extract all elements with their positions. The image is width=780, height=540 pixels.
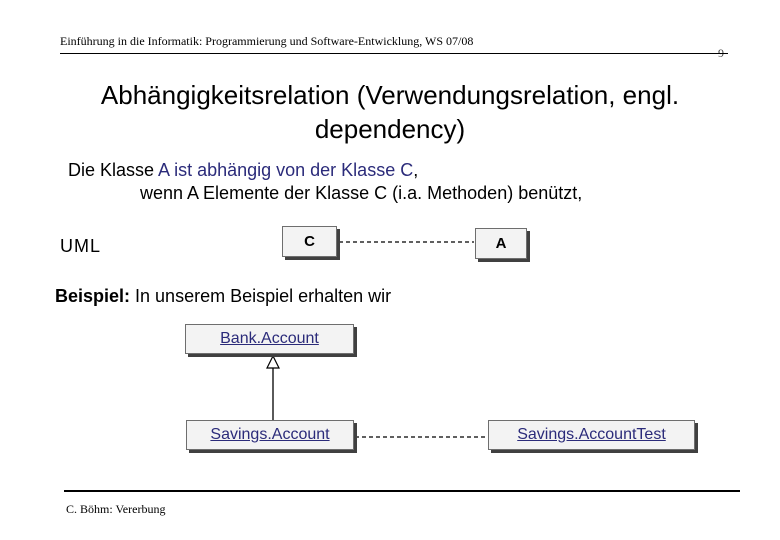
class-box-bank-account bbox=[185, 324, 354, 354]
savings-account-test-label: Savings.AccountTest bbox=[517, 426, 666, 443]
slide-header: Einführung in die Informatik: Programmierung und Software-Entwicklung, WS 07/08 bbox=[60, 34, 474, 48]
slide-title: Abhängigkeitsrelation (Verwendungsrelation, engl. dependency) bbox=[100, 80, 680, 144]
uml-label: UML bbox=[60, 236, 102, 256]
slide-footer: C. Böhm: Vererbung bbox=[66, 502, 166, 516]
definition-middle: ist abhängig von der Klasse bbox=[169, 160, 401, 180]
uml-box-c-label: C bbox=[304, 233, 315, 250]
uml-box-c bbox=[282, 226, 337, 257]
class-box-savings-account-test bbox=[488, 420, 695, 450]
example-line bbox=[55, 286, 391, 307]
definition-prefix: Die Klasse bbox=[68, 160, 159, 180]
example-bold-label: Beispiel: bbox=[55, 286, 131, 306]
definition-suffix: , bbox=[413, 160, 419, 180]
uml-box-a bbox=[475, 228, 527, 259]
class-box-savings-account bbox=[186, 420, 354, 450]
savings-account-label: Savings.Account bbox=[210, 426, 330, 443]
class-a-highlight: A bbox=[158, 160, 170, 180]
definition-line-2: wenn A Elemente der Klasse C (i.a. Methoden) benützt, bbox=[140, 183, 583, 203]
uml-box-a-label: A bbox=[495, 235, 507, 252]
page-number: 9 bbox=[718, 46, 724, 60]
example-text: In unserem Beispiel erhalten wir bbox=[130, 286, 392, 306]
class-c-highlight: C bbox=[400, 160, 414, 180]
bank-account-label: Bank.Account bbox=[220, 330, 319, 347]
footer-rule bbox=[64, 490, 740, 492]
inheritance-arrowhead bbox=[267, 356, 279, 368]
